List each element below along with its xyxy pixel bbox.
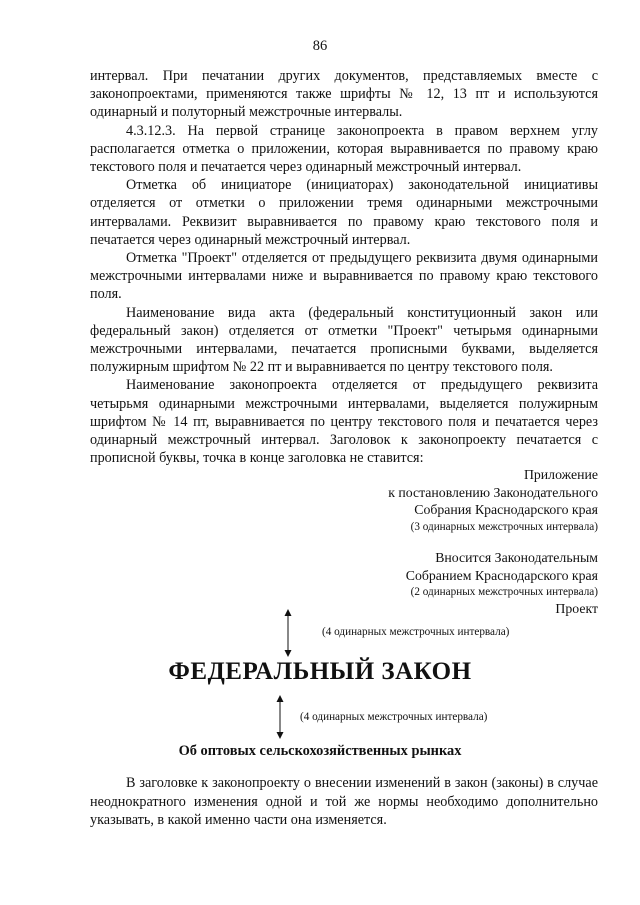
attachment-block (388, 466, 598, 535)
paragraph-bill-name: Наименование законопроекта отделяется от предыдущего реквизита четырьмя одинарными межстрочными интервалами, выделяется полужирным шрифтом № 14 пт, выравнивается по центру текстового поля и печатается через одинарный межстрочный интервал. Заголовок к законопроекту печатается с прописной буквы, точка в конце заголовка не ставится: (90, 377, 598, 467)
bill-title: Об оптовых сельскохозяйственных рынках (178, 743, 462, 759)
initiator-line-1: Вносится Законодательным (435, 550, 598, 565)
paragraph-project-mark: Отметка "Проект" отделяется от предыдущего реквизита двумя одинарными межстрочными интервалами ниже и выравнивается по правому краю текстового поля. (90, 250, 598, 303)
double-arrow-icon (282, 609, 294, 657)
attachment-spacing-note: (3 одинарных межстрочных интервала) (410, 520, 598, 533)
body-text (90, 67, 598, 467)
paragraph-continuation: интервал. При печатании других документов, представляемых вместе с законопроектами, применяются также шрифты № 12, 13 пт и используются одинарный и полуторный межстрочные интервалы. (90, 68, 598, 121)
law-title: ФЕДЕРАЛЬНЫЙ ЗАКОН (168, 658, 472, 685)
initiator-spacing-note: (2 одинарных межстрочных интервала) (410, 586, 598, 598)
spacing-marker-bottom: (4 одинарных межстрочных интервала) (300, 711, 488, 723)
initiator-line-2: Собранием Краснодарского края (405, 567, 598, 583)
attachment-line-3: Собрания Краснодарского края (414, 502, 598, 517)
attachment-line-2: к постановлению Законодательного (388, 484, 598, 500)
project-label: Проект (555, 601, 598, 616)
initiator-block (406, 549, 598, 618)
paragraph-4-3-12-3: 4.3.12.3. На первой странице законопроекта в правом верхнем углу располагается отметка о приложении, которая выравнивается по правому краю текстового поля и печатается через одинарный межстрочный интервал. (90, 122, 598, 176)
double-arrow-icon (274, 695, 286, 739)
page-number: 86 (312, 38, 328, 54)
attachment-line-1: Приложение (523, 467, 598, 482)
closing-paragraph: В заголовке к законопроекту о внесении изменений в закон (законы) в случае неоднократного изменения одной и той же нормы необходимо дополнительно указывать, в какой именно части она изменяется. (90, 775, 598, 829)
paragraph-initiator-mark: Отметка об инициаторе (инициаторах) законодательной инициативы отделяется от отметки о приложении тремя одинарными межстрочными интервалами. Реквизит выравнивается по правому краю текстового поля и печатается через одинарный межстрочный интервал. (90, 177, 598, 248)
closing-text (90, 774, 598, 830)
paragraph-act-type: Наименование вида акта (федеральный конституционный закон или федеральный закон) отделяется от отметки "Проект" четырьмя одинарными межстрочными интервалами, печатается прописными буквами, выделяется полужирным шрифтом № 22 пт и выравнивается по центру текстового поля. (90, 304, 598, 376)
spacing-marker-top: (4 одинарных межстрочных интервала) (322, 626, 510, 638)
